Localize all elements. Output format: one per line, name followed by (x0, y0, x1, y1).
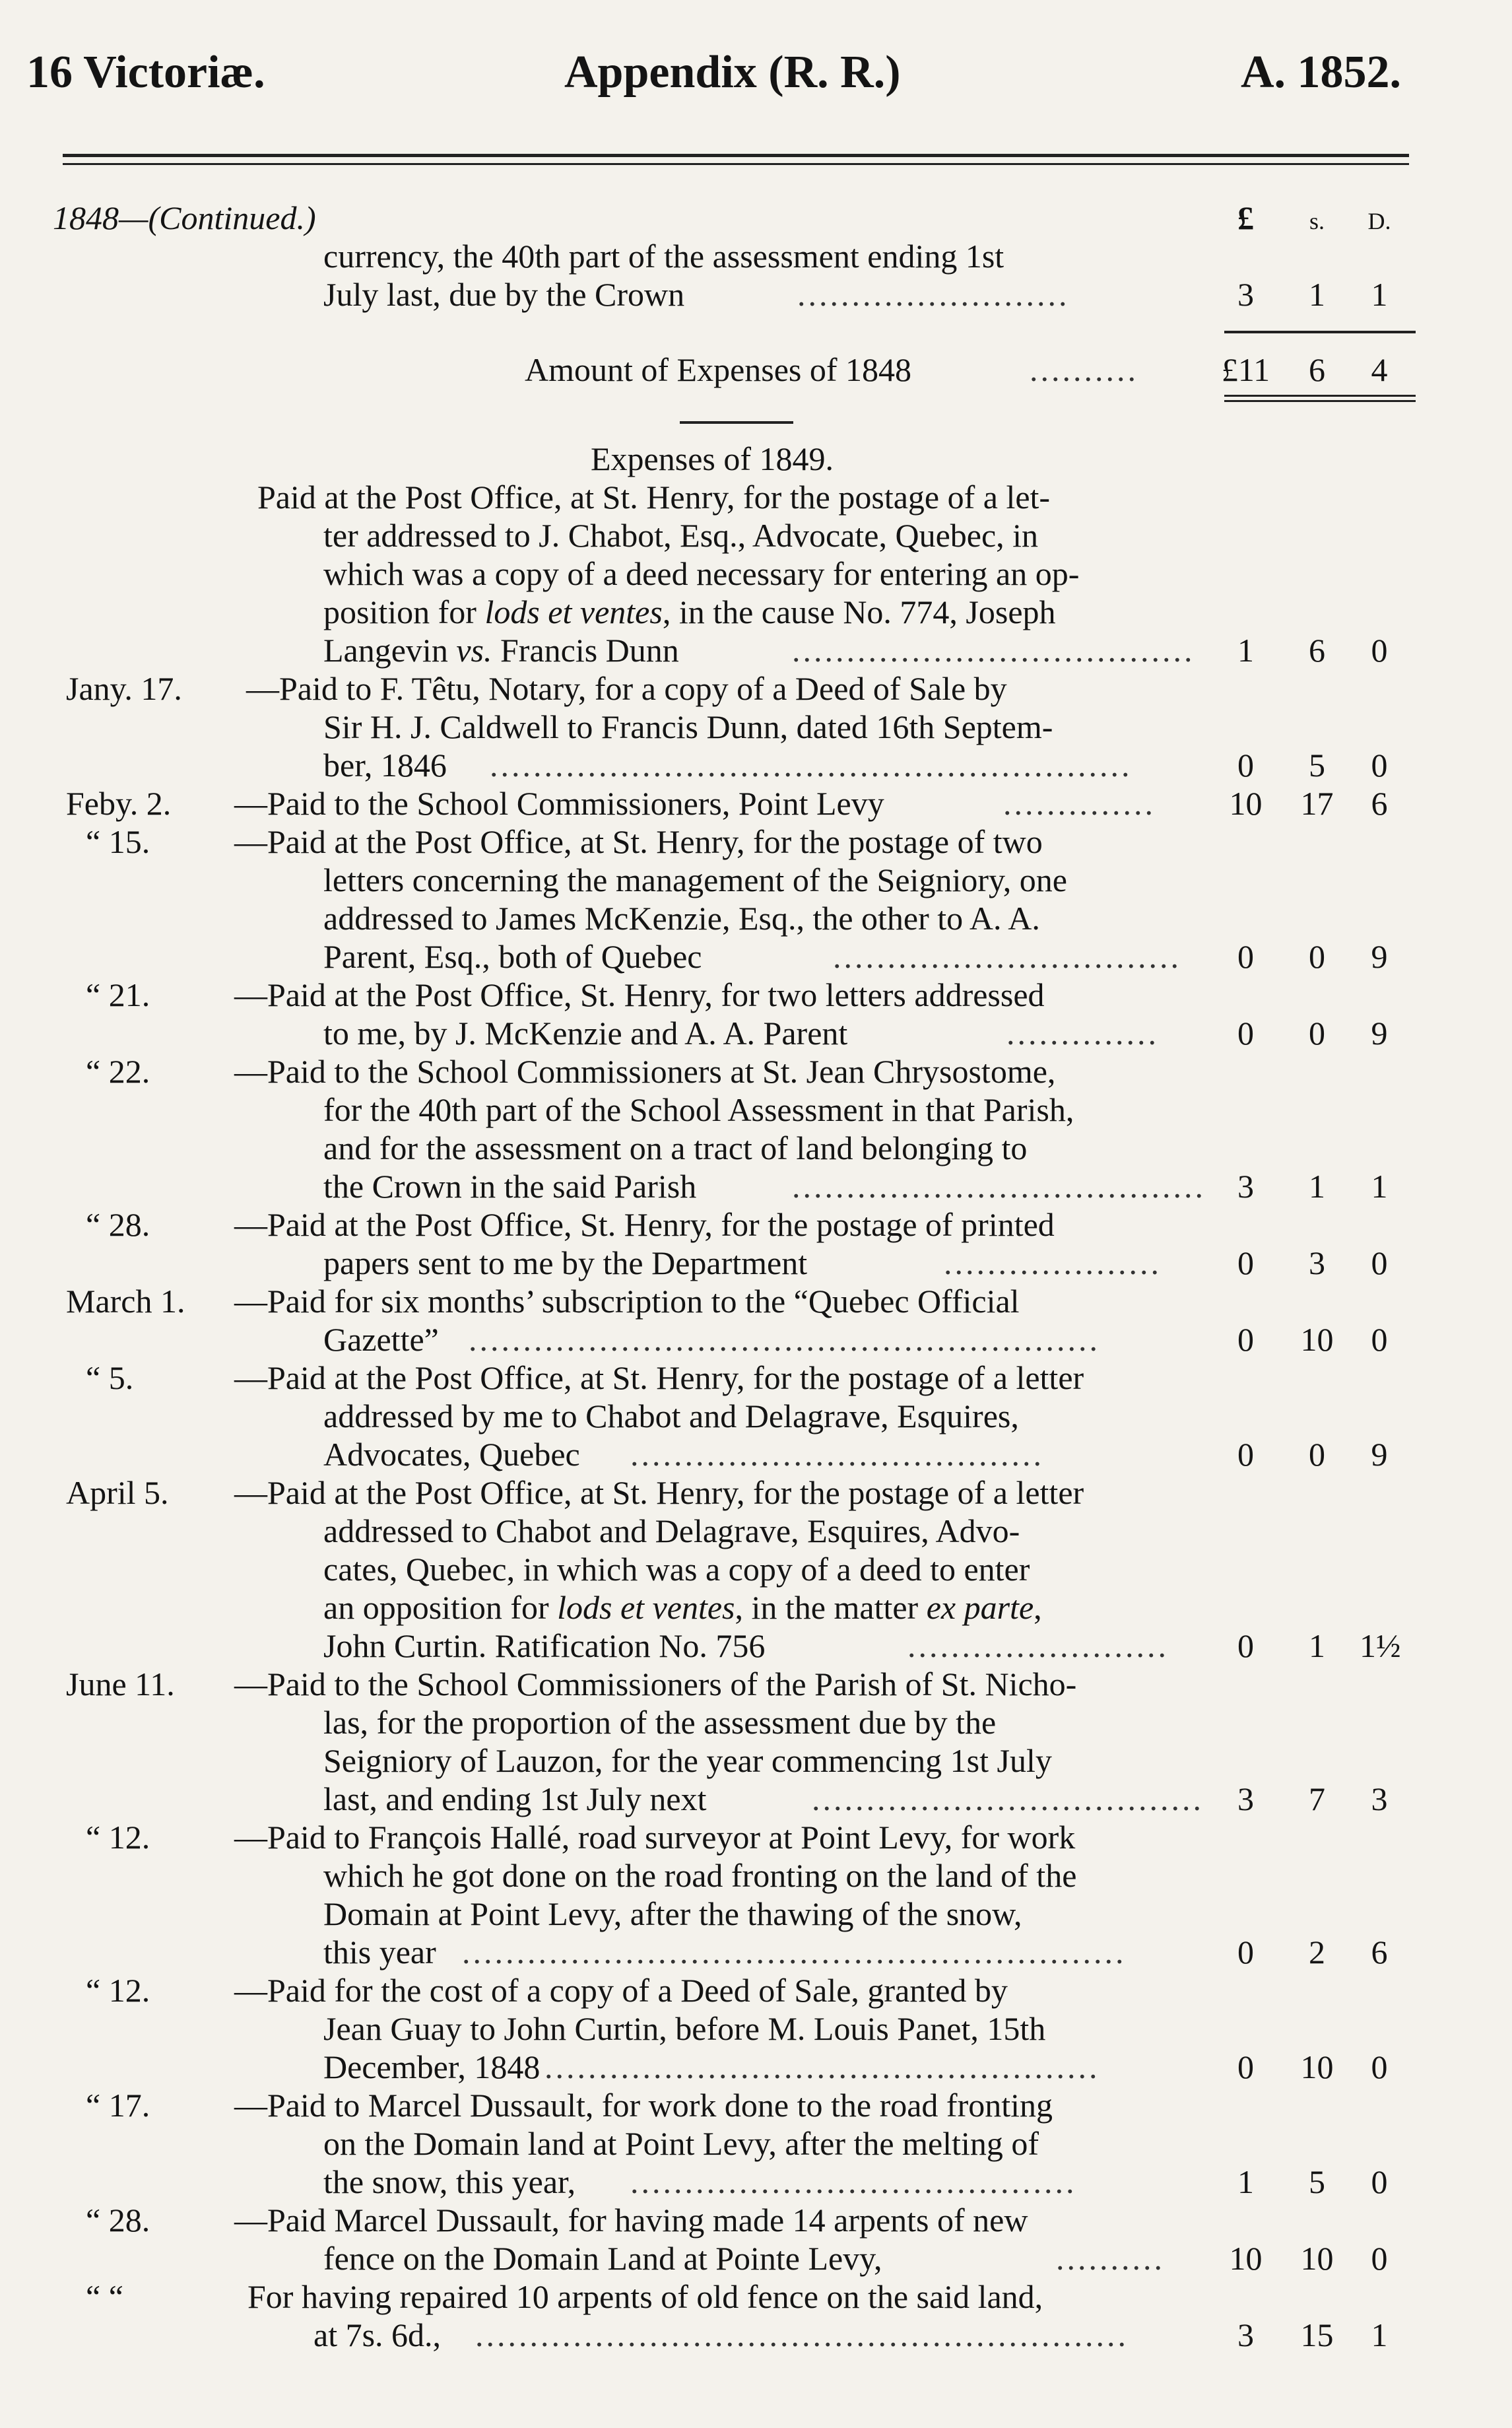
amount-shillings: 17 (1300, 785, 1334, 822)
entry-line: cates, Quebec, in which was a copy of a deed to enter (323, 1551, 1030, 1588)
amount-pounds: 3 (1237, 276, 1254, 313)
amount-shillings: 2 (1309, 1934, 1325, 1971)
amount-pence: 9 (1371, 938, 1388, 975)
amount-pounds: 0 (1237, 2048, 1254, 2085)
header-year: A. 1852. (1241, 47, 1402, 98)
entry-line: las, for the proportion of the assessment due by the (323, 1704, 997, 1741)
amount-shillings: 3 (1309, 1244, 1325, 1281)
amount-pounds: 0 (1237, 1627, 1254, 1664)
entry-line: currency, the 40th part of the assessment ending 1st (323, 238, 1004, 275)
dot-leader: .......... (1056, 2240, 1165, 2277)
col-header-shillings: s. (1309, 208, 1325, 234)
amount-pounds: 0 (1237, 1015, 1254, 1052)
dot-leader: ......................... (797, 276, 1070, 313)
amount-shillings: 7 (1309, 1780, 1325, 1817)
total-1848-pence: 4 (1371, 351, 1388, 388)
header-session: 16 Victoriæ. (26, 47, 265, 98)
entry-line: ber, 1846 (323, 747, 447, 784)
entry-line: Advocates, Quebec (323, 1436, 580, 1473)
entry-line: —Paid for six months’ subscription to the “Quebec Official (234, 1283, 1020, 1320)
amount-pence: 0 (1371, 1321, 1388, 1358)
amount-pence: 6 (1371, 1934, 1388, 1971)
entry-line: position for lods et ventes, in the cause No. 774, Joseph (323, 593, 1056, 630)
entry-line: which was a copy of a deed necessary for entering an op- (323, 555, 1080, 592)
entry-date: “ 22. (86, 1053, 150, 1090)
entry-line: an opposition for lods et ventes, in the matter ex parte, (323, 1589, 1042, 1626)
entry-line: which he got done on the road fronting on the land of the (323, 1857, 1077, 1894)
amount-pounds: 0 (1237, 1934, 1254, 1971)
entry-line: last, and ending 1st July next (323, 1780, 707, 1817)
entry-date: “ 21. (86, 976, 150, 1013)
amount-pounds: 10 (1229, 785, 1263, 822)
dot-leader: ......................................... (630, 2163, 1077, 2200)
amount-pence: 1 (1371, 2316, 1388, 2353)
amount-pence: 0 (1371, 2048, 1388, 2085)
entry-date: April 5. (66, 1474, 169, 1511)
entry-line: at 7s. 6d., (313, 2316, 442, 2353)
amount-pence: 3 (1371, 1780, 1388, 1817)
amount-pence: 0 (1371, 1244, 1388, 1281)
amount-shillings: 0 (1309, 1015, 1325, 1052)
entry-line: —Paid for the cost of a copy of a Deed of Sale, granted by (234, 1972, 1008, 2009)
entry-line: —Paid at the Post Office, at St. Henry, for the postage of two (234, 823, 1043, 860)
amount-shillings: 15 (1300, 2316, 1334, 2353)
amount-pounds: 0 (1237, 1321, 1254, 1358)
amount-pounds: 0 (1237, 747, 1254, 784)
entry-line: Sir H. J. Caldwell to Francis Dunn, dated 16th Septem- (323, 708, 1053, 745)
entry-date: “ 15. (86, 823, 150, 860)
dot-leader: ............................................................. (462, 1934, 1127, 1971)
amount-shillings: 1 (1309, 1627, 1325, 1664)
dot-leader: ........................ (907, 1627, 1169, 1664)
total-1848-shillings: 6 (1309, 351, 1325, 388)
amount-pounds: 3 (1237, 2316, 1254, 2353)
dot-leader: ..................................... (792, 632, 1195, 669)
sum-rule (1224, 331, 1416, 333)
entry-line: July last, due by the Crown (323, 276, 685, 313)
entry-line: Langevin vs. Francis Dunn (323, 632, 679, 669)
dot-leader: .................................... (812, 1780, 1204, 1817)
dot-leader: ................................................... (544, 2048, 1100, 2085)
amount-pounds: 0 (1237, 938, 1254, 975)
entry-date: “ 12. (86, 1972, 150, 2009)
amount-pence: 1½ (1360, 1627, 1401, 1664)
dot-leader: ........................................................... (490, 747, 1133, 784)
entry-line: fence on the Domain Land at Pointe Levy, (323, 2240, 882, 2277)
dot-leader: .......................................................... (469, 1321, 1100, 1358)
amount-pounds: 3 (1237, 1780, 1254, 1817)
entry-line: Gazette” (323, 1321, 439, 1358)
section-title: Expenses of 1849. (591, 440, 834, 477)
dot-leader: ...................................... (792, 1168, 1206, 1205)
entry-line: to me, by J. McKenzie and A. A. Parent (323, 1015, 848, 1052)
entry-date: “ 28. (86, 2202, 150, 2239)
dot-leader: .......... (1030, 351, 1138, 388)
total-1848-label: Amount of Expenses of 1848 (525, 351, 912, 388)
entry-line: —Paid to François Hallé, road surveyor at Point Levy, for work (234, 1819, 1076, 1856)
entry-line: —Paid to Marcel Dussault, for work done to the road fronting (234, 2087, 1053, 2124)
entry-date: June 11. (66, 1666, 175, 1703)
entry-line: Paid at the Post Office, at St. Henry, for the postage of a let- (257, 479, 1051, 516)
entry-date: “ 5. (86, 1359, 134, 1396)
entry-line: —Paid to F. Têtu, Notary, for a copy of a Deed of Sale by (246, 670, 1007, 707)
entry-line: —Paid to the School Commissioners at St. Jean Chrysostome, (234, 1053, 1056, 1090)
entry-line: —Paid to the School Commissioners, Point Levy (234, 785, 884, 822)
dot-leader: .............. (1006, 1015, 1159, 1052)
amount-pounds: 10 (1229, 2240, 1263, 2277)
entry-date: “ 12. (86, 1819, 150, 1856)
amount-pence: 0 (1371, 747, 1388, 784)
amount-shillings: 10 (1300, 2240, 1334, 2277)
entry-line: and for the assessment on a tract of land belonging to (323, 1130, 1028, 1166)
entry-date: “ 28. (86, 1206, 150, 1243)
entry-line: —Paid at the Post Office, at St. Henry, for the postage of a letter (234, 1474, 1084, 1511)
amount-pounds: 0 (1237, 1436, 1254, 1473)
entry-line: —Paid Marcel Dussault, for having made 14 arpents of new (234, 2202, 1028, 2239)
amount-shillings: 10 (1300, 1321, 1334, 1358)
dot-leader: ................................ (833, 938, 1181, 975)
entry-date: Jany. 17. (66, 670, 182, 707)
entry-line: for the 40th part of the School Assessment in that Parish, (323, 1091, 1074, 1128)
amount-shillings: 5 (1309, 747, 1325, 784)
total-1848-pounds: £11 (1221, 351, 1270, 388)
entry-line: addressed to James McKenzie, Esq., the other to A. A. (323, 900, 1040, 937)
entry-line: December, 1848 (323, 2048, 541, 2085)
continued-label: 1848—(Continued.) (53, 199, 316, 236)
dot-leader: ............................................................ (475, 2316, 1129, 2353)
entry-line: John Curtin. Ratification No. 756 (323, 1627, 766, 1664)
amount-pence: 6 (1371, 785, 1388, 822)
dot-leader: ...................................... (630, 1436, 1044, 1473)
col-header-pence: D. (1367, 208, 1391, 234)
entry-line: —Paid at the Post Office, St. Henry, for the postage of printed (234, 1206, 1055, 1243)
entry-line: this year (323, 1934, 436, 1971)
entry-line: addressed to Chabot and Delagrave, Esquires, Advo- (323, 1512, 1020, 1549)
amount-shillings: 1 (1309, 276, 1325, 313)
entry-date: March 1. (66, 1283, 185, 1320)
total-double-rule (1224, 395, 1416, 402)
entry-line: addressed by me to Chabot and Delagrave, Esquires, (323, 1398, 1019, 1434)
amount-pounds: 3 (1237, 1168, 1254, 1205)
entry-line: —Paid to the School Commissioners of the Parish of St. Nicho- (234, 1666, 1077, 1703)
entry-date: “ 17. (86, 2087, 150, 2124)
entry-line: on the Domain land at Point Levy, after the melting of (323, 2125, 1039, 2162)
amount-pence: 0 (1371, 2240, 1388, 2277)
entry-line: Domain at Point Levy, after the thawing of the snow, (323, 1895, 1022, 1932)
entry-line: —Paid at the Post Office, at St. Henry, for the postage of a letter (234, 1359, 1084, 1396)
amount-shillings: 6 (1309, 632, 1325, 669)
amount-pence: 1 (1371, 276, 1388, 313)
entry-line: the snow, this year, (323, 2163, 576, 2200)
entry-line: Seigniory of Lauzon, for the year commencing 1st July (323, 1742, 1052, 1779)
entry-line: Parent, Esq., both of Quebec (323, 938, 702, 975)
entry-line: —Paid at the Post Office, St. Henry, for two letters addressed (234, 976, 1045, 1013)
amount-shillings: 0 (1309, 938, 1325, 975)
running-header (26, 46, 1419, 119)
dot-leader: .............. (1003, 785, 1156, 822)
entry-line: For having repaired 10 arpents of old fence on the said land, (247, 2278, 1043, 2315)
amount-pence: 1 (1371, 1168, 1388, 1205)
amount-pounds: 1 (1237, 2163, 1254, 2200)
amount-shillings: 10 (1300, 2048, 1334, 2085)
header-rule (63, 154, 1409, 165)
entry-line: papers sent to me by the Department (323, 1244, 808, 1281)
amount-pounds: 0 (1237, 1244, 1254, 1281)
amount-shillings: 1 (1309, 1168, 1325, 1205)
amount-pounds: 1 (1237, 632, 1254, 669)
amount-pence: 9 (1371, 1436, 1388, 1473)
entry-date: “ “ (86, 2278, 123, 2315)
amount-shillings: 0 (1309, 1436, 1325, 1473)
amount-pence: 0 (1371, 632, 1388, 669)
entry-date: Feby. 2. (66, 785, 172, 822)
entry-line: ter addressed to J. Chabot, Esq., Advocate, Quebec, in (323, 517, 1039, 554)
header-appendix: Appendix (R. R.) (564, 47, 901, 98)
amount-pence: 0 (1371, 2163, 1388, 2200)
entry-line: the Crown in the said Parish (323, 1168, 697, 1205)
amount-shillings: 5 (1309, 2163, 1325, 2200)
dot-leader: .................... (944, 1244, 1162, 1281)
section-divider (680, 421, 793, 424)
col-header-pounds: £ (1237, 199, 1254, 236)
amount-pence: 9 (1371, 1015, 1388, 1052)
entry-line: letters concerning the management of the Seigniory, one (323, 861, 1067, 898)
entry-line: Jean Guay to John Curtin, before M. Louis Panet, 15th (323, 2010, 1046, 2047)
